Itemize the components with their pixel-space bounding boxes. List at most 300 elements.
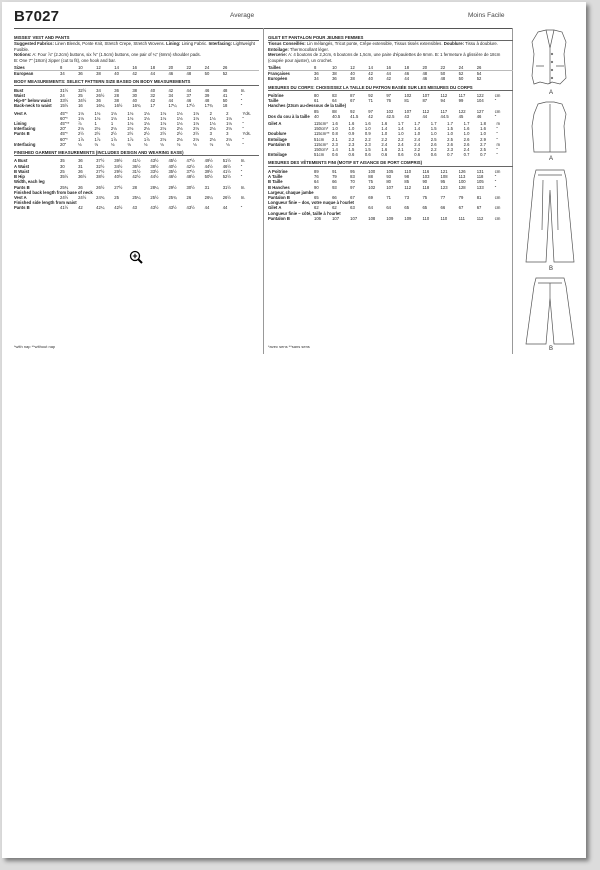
value-cell: 31½ <box>132 168 141 174</box>
fr-footnote: *avec sens **sans sens <box>268 344 310 349</box>
value-cell: 25 <box>114 194 119 200</box>
fr-notions-a: A: 4 boutons de 2,2cm, 6 boutons de 1,5cm, une paire d'épaulettes de 6mm. <box>288 52 434 58</box>
value-cell: 1.7 <box>447 121 453 127</box>
value-cell: 76 <box>314 174 319 180</box>
value-cell: 90 <box>422 179 428 185</box>
en-footnote: *with nap **without nap <box>14 344 56 349</box>
size-cell: 50 <box>458 76 464 82</box>
value-cell: 2⅛ <box>226 136 232 142</box>
row-label: Interfacing <box>14 126 36 132</box>
value-cell: " <box>240 168 243 174</box>
value-cell: 2½ <box>176 131 183 137</box>
size-cell: 14 <box>368 65 386 71</box>
size-cell: 22 <box>187 65 205 71</box>
value-cell: 42½ <box>114 205 123 211</box>
value-cell: 42¼ <box>96 205 105 211</box>
size-cell: 34 <box>314 76 319 82</box>
value-cell: 118 <box>422 184 430 190</box>
size-cell: 8 <box>60 65 78 71</box>
row-label: Pantalon B <box>268 215 290 221</box>
value-cell: Yds. <box>242 131 251 137</box>
value-cell: 1.0 <box>414 131 421 137</box>
value-cell: 1 <box>110 121 114 127</box>
value-cell: 70 <box>350 179 355 185</box>
row-label: A Bust <box>14 158 28 164</box>
value-cell: 2.6 <box>447 141 453 147</box>
value-cell: 69 <box>368 194 373 200</box>
value-cell: 2.2 <box>397 136 404 142</box>
value-cell: 32½ <box>78 87 87 93</box>
value-cell: 2⅛ <box>193 136 199 142</box>
value-cell: 1.7 <box>430 121 437 127</box>
value-cell: 44½ <box>150 174 159 180</box>
value-cell: 46 <box>476 113 482 119</box>
value-cell: ⅞ <box>78 121 82 127</box>
value-cell: " <box>494 179 497 185</box>
size-cell: 12 <box>96 65 114 71</box>
size-cell: 36 <box>332 76 337 82</box>
value-cell: 109 <box>404 215 412 221</box>
value-cell: 24½ <box>60 194 69 200</box>
value-cell: 39½ <box>204 168 213 174</box>
row-sublabel: 20" <box>60 141 67 147</box>
fr-fabrics <box>268 41 513 52</box>
value-cell: 34 <box>168 93 174 99</box>
row-label: Hip-9" below waist <box>14 98 52 104</box>
value-cell: 2.5 <box>447 136 453 142</box>
value-cell: 85 <box>314 108 319 114</box>
value-cell: " <box>240 174 243 180</box>
value-cell: cm <box>494 205 501 211</box>
value-cell: 65 <box>422 205 428 211</box>
value-cell: 1⅛ <box>193 115 199 121</box>
pattern-code: B7027 <box>14 8 60 25</box>
value-cell: " <box>496 136 499 142</box>
value-cell: m <box>496 141 501 147</box>
value-cell: 3 <box>209 131 212 137</box>
value-cell: 80 <box>314 93 319 99</box>
value-cell: " <box>242 136 245 142</box>
value-cell: 17 <box>150 103 156 109</box>
value-cell: 131 <box>476 168 484 174</box>
value-cell: m <box>496 121 501 127</box>
row-sublabel: 115cm* <box>314 121 328 127</box>
en-notions-label: Notions: <box>14 52 32 58</box>
value-cell: 2⅛ <box>226 126 232 132</box>
en-fabrics <box>14 41 259 52</box>
row-label: B Waist <box>14 168 30 174</box>
value-cell: 35½ <box>168 168 177 174</box>
fr-yardage-table <box>268 121 513 157</box>
value-cell: 41 <box>222 93 228 99</box>
size-cell: 18 <box>150 65 168 71</box>
zoom-cursor-icon[interactable] <box>129 250 143 264</box>
fr-european-row <box>268 76 513 81</box>
fr-fabrics-label: Tissus Conseillés: <box>268 41 306 47</box>
size-cell: 46 <box>422 76 428 82</box>
value-cell: 45 <box>458 113 464 119</box>
size-cell: 38 <box>96 71 101 77</box>
value-cell: 38 <box>132 87 137 93</box>
value-cell: 42½ <box>132 174 141 180</box>
value-cell: 44 <box>168 98 174 104</box>
value-cell: 1.4 <box>397 126 404 132</box>
value-cell: 26 <box>78 168 83 174</box>
value-cell: 64 <box>368 205 373 211</box>
value-cell: 34 <box>96 87 101 93</box>
value-cell: 25 <box>60 168 65 174</box>
value-cell: 95 <box>440 179 446 185</box>
value-cell: 38 <box>114 98 119 104</box>
value-cell: 42 <box>168 87 174 93</box>
value-cell: 25 <box>78 93 83 99</box>
value-cell: 73 <box>404 194 410 200</box>
value-cell: 1⅛ <box>94 110 101 116</box>
figure-label-a1: A <box>549 90 554 96</box>
row-label: Françaises <box>268 71 290 77</box>
size-cell: 22 <box>441 65 459 71</box>
value-cell: 2⅛ <box>160 126 167 132</box>
value-cell: 133 <box>476 184 484 190</box>
row-sublabel: 51cm <box>314 152 325 158</box>
value-cell: 75 <box>368 179 373 185</box>
value-cell: 105 <box>476 179 484 185</box>
size-cell: 52 <box>222 71 228 77</box>
row-sublabel: 115cm* <box>314 141 328 147</box>
size-cell: 20 <box>422 65 440 71</box>
row-label: European <box>14 71 34 77</box>
size-cell: 16 <box>132 65 150 71</box>
size-cell: 10 <box>78 65 96 71</box>
value-cell: 93 <box>386 174 391 180</box>
value-cell: 1⅛ <box>78 115 84 121</box>
row-label: Interfacing <box>14 141 36 147</box>
value-cell: 36 <box>114 87 119 93</box>
value-cell: 100 <box>368 168 376 174</box>
value-cell: 35 <box>60 158 65 164</box>
row-label: Longueur finie – dos, votre nuque à l'ourlet <box>268 200 354 206</box>
value-cell: 2½ <box>78 131 84 137</box>
value-cell: 2.6 <box>463 136 470 142</box>
value-cell: 42.5 <box>386 113 395 119</box>
value-cell: 104 <box>476 98 484 104</box>
fr-lining-text: Tissu à doublure. <box>465 41 498 47</box>
en-lining-label: Lining: <box>166 41 181 47</box>
row-label: Pantalon B <box>268 194 290 200</box>
value-cell: 24½ <box>78 194 87 200</box>
value-cell: 34½ <box>114 163 123 169</box>
figure-label-a2: A <box>549 156 554 162</box>
value-cell: 67 <box>458 205 464 211</box>
row-label: Dos du cou à la taille <box>268 113 310 119</box>
fr-body-table <box>268 93 513 119</box>
value-cell: 112 <box>422 108 430 114</box>
fr-interfacing-text: Thermocollant léger. <box>289 46 329 52</box>
value-cell: 41½ <box>132 158 141 164</box>
value-cell: 29½ <box>168 184 177 190</box>
row-sublabel: 45"* <box>60 131 68 137</box>
value-cell: 107 <box>350 215 358 221</box>
value-cell: 40.5 <box>332 113 341 119</box>
value-cell: 112 <box>404 184 412 190</box>
value-cell: 16½ <box>114 103 123 109</box>
value-cell: 1.6 <box>480 126 486 132</box>
vest-back-outline <box>532 102 566 152</box>
value-cell: 37½ <box>96 158 105 164</box>
value-cell: 2.6 <box>463 141 470 147</box>
value-cell: 97 <box>368 108 373 114</box>
value-cell: 47½ <box>186 158 195 164</box>
value-cell: 106 <box>314 215 321 221</box>
value-cell: 42 <box>78 205 83 211</box>
value-cell: 2.4 <box>463 147 470 153</box>
value-cell: 2⅛ <box>209 136 216 142</box>
value-cell: 123 <box>440 184 448 190</box>
fr-title: GILET ET PANTALON POUR JEUNES FEMMES <box>268 35 513 41</box>
value-cell: 49½ <box>204 158 213 164</box>
value-cell: 26¼ <box>204 194 213 200</box>
value-cell: 38½ <box>150 163 159 169</box>
table-row <box>14 103 259 108</box>
value-cell: cm <box>494 93 501 99</box>
size-cell: 38 <box>350 76 355 82</box>
value-cell: 2.3 <box>364 141 371 147</box>
en-body-table <box>14 88 259 109</box>
value-cell: 1⅛ <box>127 121 134 127</box>
value-cell: 102 <box>404 93 412 99</box>
row-label: Européen <box>268 76 288 82</box>
value-cell: " <box>496 147 499 153</box>
value-cell: 37 <box>186 93 192 99</box>
vest-front-outline <box>532 30 566 84</box>
value-cell: 40 <box>132 98 137 104</box>
value-cell: 99 <box>458 98 464 104</box>
value-cell: 24 <box>60 93 65 99</box>
value-cell: 1.7 <box>414 121 421 127</box>
value-cell: 2½ <box>160 131 167 137</box>
value-cell: 31 <box>204 184 210 190</box>
value-cell: 0.6 <box>332 152 338 158</box>
en-interfacing-text: Lightweight Fusible. <box>14 41 255 52</box>
size-cell: 18 <box>404 65 422 71</box>
size-cell: 44 <box>386 71 391 77</box>
value-cell: 113 <box>458 174 466 180</box>
garment-figures <box>516 30 584 350</box>
value-cell: 1⅛ <box>143 110 150 116</box>
header <box>14 6 574 28</box>
value-cell: 1.5 <box>447 126 453 132</box>
value-cell: 97 <box>386 93 391 99</box>
value-cell: 3 <box>226 131 229 137</box>
value-cell: 66 <box>332 194 337 200</box>
value-cell: " <box>496 131 499 137</box>
value-cell: 0.7 <box>463 152 470 158</box>
value-cell: 1⅛ <box>143 121 150 127</box>
value-cell: 41.5 <box>350 113 359 119</box>
value-cell: 2⅛ <box>160 136 167 142</box>
value-cell: 16¼ <box>96 103 105 109</box>
value-cell: 2½ <box>127 131 134 137</box>
row-label: Tailles <box>268 65 314 71</box>
value-cell: 2⅛ <box>110 126 117 132</box>
fr-notions-label: Mercerie: <box>268 52 288 58</box>
value-cell: 26 <box>186 194 192 200</box>
value-cell: 2⅛ <box>94 126 101 132</box>
size-cell: 42 <box>132 71 137 77</box>
table-row <box>268 216 513 221</box>
value-cell: cm <box>494 108 501 114</box>
value-cell: 35½ <box>60 174 69 180</box>
value-cell: " <box>496 126 499 132</box>
en-finished-title: FINISHED GARMENT MEASUREMENTS (INCLUDES DESIGN AND WEARING EASE) <box>14 150 259 156</box>
value-cell: 0.6 <box>348 152 355 158</box>
value-cell: 2.4 <box>381 141 388 147</box>
value-cell: 15½ <box>60 103 69 109</box>
value-cell: 16¾ <box>132 103 141 109</box>
value-cell: 92 <box>350 108 355 114</box>
value-cell: " <box>494 174 497 180</box>
value-cell: ⅛ <box>127 141 131 147</box>
size-cell: 42 <box>368 71 373 77</box>
value-cell: 95 <box>350 168 355 174</box>
row-label: Vest A <box>14 194 27 200</box>
value-cell: 1⅞ <box>78 136 84 142</box>
value-cell: 50½ <box>204 174 213 180</box>
value-cell: 1⅛ <box>193 110 199 116</box>
value-cell: " <box>242 141 245 147</box>
size-cell: 34 <box>60 71 65 77</box>
row-sublabel: 45"** <box>60 121 70 127</box>
english-column <box>14 32 259 211</box>
size-cell: 52 <box>476 76 482 82</box>
value-cell: 2.1 <box>397 147 404 153</box>
value-cell: 33½ <box>60 98 69 104</box>
row-label: Finished side length from waist <box>14 200 77 206</box>
value-cell: 37½ <box>186 168 195 174</box>
value-cell: 34½ <box>78 98 87 104</box>
value-cell: 65 <box>314 194 319 200</box>
value-cell: 24¾ <box>96 194 105 200</box>
value-cell: cm <box>494 168 501 174</box>
value-cell: 32½ <box>96 163 105 169</box>
value-cell: 87 <box>350 93 355 99</box>
size-cell: 52 <box>458 71 464 77</box>
value-cell: 62 <box>332 205 337 211</box>
column-divider <box>263 28 264 354</box>
value-cell: 1.4 <box>381 126 388 132</box>
row-label: Hanches (23cm au-dessous de la taille) <box>268 103 346 109</box>
table-row <box>14 142 259 147</box>
unit-cell <box>495 76 513 81</box>
size-cell: 48 <box>186 71 192 77</box>
row-label: Pantalon B <box>268 141 290 147</box>
en-title: MISSES' VEST AND PANTS <box>14 35 259 41</box>
row-label: Bust <box>14 87 24 93</box>
value-cell: 91 <box>332 168 337 174</box>
value-cell: 1.5 <box>364 147 371 153</box>
level-en: Average <box>230 12 255 19</box>
value-cell: " <box>494 98 497 104</box>
value-cell: 1⅞ <box>94 136 101 142</box>
row-label: Pants B <box>14 131 30 137</box>
value-cell: 46 <box>204 87 210 93</box>
value-cell: 127 <box>476 108 484 114</box>
value-cell: 26½ <box>222 194 231 200</box>
value-cell: " <box>240 98 243 104</box>
size-cell: 44 <box>404 76 410 82</box>
row-label: Sizes <box>14 65 60 71</box>
value-cell: 26½ <box>96 184 105 190</box>
row-label: Entoilage <box>268 152 287 158</box>
row-sublabel: 45"* <box>60 110 68 116</box>
value-cell: 2⅛ <box>176 126 183 132</box>
value-cell: 1⅛ <box>143 115 150 121</box>
size-cell: 48 <box>440 76 446 82</box>
value-cell: 2.3 <box>348 141 355 147</box>
value-cell: 117 <box>458 93 466 99</box>
fr-interfacing-label: Entoilage: <box>268 46 289 52</box>
value-cell: ⅛ <box>209 141 214 147</box>
value-cell: 2⅛ <box>78 126 84 132</box>
value-cell: 2.3 <box>332 141 338 147</box>
value-cell: 77 <box>440 194 446 200</box>
value-cell: In. <box>240 87 246 93</box>
value-cell: 1⅛ <box>209 115 216 121</box>
value-cell: 65 <box>404 205 410 211</box>
value-cell: 1.5 <box>430 126 437 132</box>
value-cell: 48 <box>222 87 228 93</box>
value-cell: 25¾ <box>60 184 69 190</box>
value-cell: 1⅛ <box>160 121 167 127</box>
value-cell: 2½ <box>193 131 199 137</box>
value-cell: 44 <box>422 113 428 119</box>
french-column <box>268 32 513 221</box>
value-cell: 1⅛ <box>226 121 232 127</box>
value-cell: 75 <box>422 194 428 200</box>
pattern-sheet <box>2 2 586 858</box>
value-cell: 1⅛ <box>94 115 101 121</box>
size-cell: 40 <box>350 71 355 77</box>
value-cell: 66 <box>440 205 446 211</box>
value-cell: 117 <box>440 108 448 114</box>
row-label: Doublure <box>268 131 287 137</box>
value-cell: 30½ <box>186 184 195 190</box>
fr-sizes-table <box>268 65 513 82</box>
figure-label-b1: B <box>549 266 554 272</box>
size-cell: 36 <box>78 71 83 77</box>
value-cell: 88 <box>368 174 373 180</box>
fr-notions-b: B: 1 fermeture à glissière de 18cm (coupée pour ajuster), un crochet. <box>268 52 501 63</box>
row-label: Pants B <box>14 184 30 190</box>
value-cell: 66 <box>332 179 337 185</box>
table-row <box>14 205 259 210</box>
value-cell: 26½ <box>96 93 105 99</box>
value-cell: cm <box>494 215 501 221</box>
value-cell: 0.7 <box>447 152 453 158</box>
value-cell: 27½ <box>96 168 105 174</box>
value-cell: 40 <box>150 87 156 93</box>
value-cell: 2.2 <box>364 136 371 142</box>
value-cell: 111 <box>458 215 465 221</box>
fr-finished-title: MESURES DES VÊTEMENTS FINI (MOTIF ET AISANCE DE PORT COMPRIS) <box>268 160 513 166</box>
value-cell: 0.9 <box>364 131 371 137</box>
row-sublabel: 51cm <box>314 136 325 142</box>
row-label: Finished back length from base of neck <box>14 189 93 195</box>
value-cell: 61 <box>314 98 319 104</box>
value-cell: 0.6 <box>364 152 371 158</box>
value-cell: 30 <box>132 93 137 99</box>
value-cell: " <box>240 205 243 211</box>
